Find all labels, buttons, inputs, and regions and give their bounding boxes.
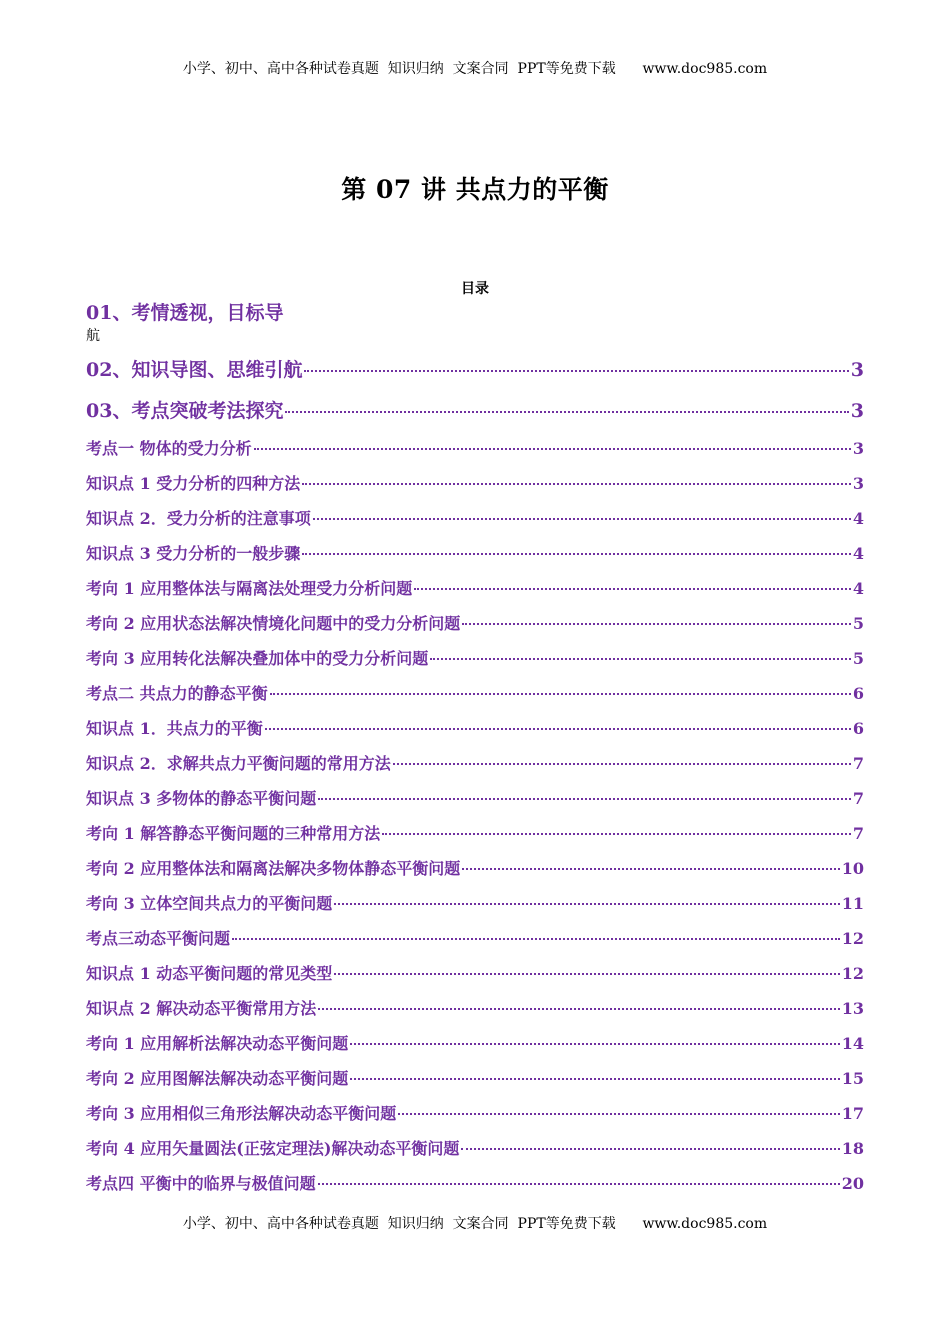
toc-dot-leader — [350, 1043, 839, 1045]
toc-heading: 目录 — [461, 281, 489, 297]
page-header: 小学、初中、高中各种试卷真题 知识归纳 文案合同 PPT等免费下载 www.doc985.com — [182, 61, 768, 77]
toc-entry-title: 考点二 共点力的静态平衡 — [86, 684, 268, 703]
toc-entry-page-number: 3 — [850, 359, 864, 381]
toc-dot-leader — [462, 868, 839, 870]
toc-entry-page-number: 17 — [841, 1104, 864, 1123]
toc-dot-leader — [270, 693, 851, 695]
toc-entry-page-number: 7 — [852, 824, 864, 843]
toc-entry-page-number: 14 — [841, 1034, 864, 1053]
toc-entry-page-number: 6 — [852, 719, 864, 738]
toc-entry[interactable] — [86, 786, 864, 809]
toc-entry-title: 考向 2 应用状态法解决情境化问题中的受力分析问题 — [86, 614, 461, 633]
toc-entry[interactable] — [86, 396, 864, 423]
toc-dot-leader — [302, 553, 851, 555]
toc-entry-title: 考向 3 应用相似三角形法解决动态平衡问题 — [86, 1104, 397, 1123]
toc-entry-title: 考向 2 应用图解法解决动态平衡问题 — [86, 1069, 349, 1088]
toc-entry-title: 考向 4 应用矢量圆法(正弦定理法)解决动态平衡问题 — [86, 1139, 460, 1158]
toc-entry-title: 考点三动态平衡问题 — [86, 929, 231, 948]
toc-entry-page-number: 5 — [852, 649, 864, 668]
toc-dot-leader — [462, 623, 851, 625]
toc-entry-title: 知识点 1 受力分析的四种方法 — [86, 474, 301, 493]
toc-entry-title: 考点四 平衡中的临界与极值问题 — [86, 1174, 316, 1193]
toc-entry-page-number: 18 — [841, 1139, 864, 1158]
toc-dot-leader — [461, 1148, 839, 1150]
toc-entry-title: 考向 3 立体空间共点力的平衡问题 — [86, 894, 333, 913]
toc-entry-page-number: 5 — [852, 614, 864, 633]
toc-entry[interactable] — [86, 541, 864, 564]
toc-entry-page-number: 3 — [852, 474, 864, 493]
toc-entry-first-wrap: 航 — [86, 328, 100, 344]
toc-entry-title: 考向 1 解答静态平衡问题的三种常用方法 — [86, 824, 381, 843]
toc-entry-page-number: 13 — [841, 999, 864, 1018]
toc-dot-leader — [334, 903, 839, 905]
toc-entry-page-number: 3 — [850, 400, 864, 422]
toc-entry[interactable] — [86, 506, 864, 529]
toc-entry-title: 考向 1 应用整体法与隔离法处理受力分析问题 — [86, 579, 413, 598]
toc-entry-title: 考点一 物体的受力分析 — [86, 439, 252, 458]
toc-entry[interactable] — [86, 961, 864, 984]
toc-entry[interactable] — [86, 891, 864, 914]
toc-dot-leader — [285, 411, 848, 413]
toc-entry-page-number: 7 — [852, 789, 864, 808]
toc-entry[interactable] — [86, 681, 864, 704]
toc-entry-page-number: 4 — [852, 544, 864, 563]
toc-entry[interactable] — [86, 355, 864, 382]
toc-dot-leader — [382, 833, 851, 835]
toc-dot-leader — [265, 728, 851, 730]
toc-entry-title: 知识点 2 解决动态平衡常用方法 — [86, 999, 317, 1018]
toc-entry-page-number: 15 — [841, 1069, 864, 1088]
toc-dot-leader — [414, 588, 851, 590]
toc-entry[interactable] — [86, 751, 864, 774]
toc-entry[interactable] — [86, 646, 864, 669]
toc-dot-leader — [393, 763, 851, 765]
toc-entry[interactable] — [86, 1031, 864, 1054]
toc-entry-title: 03、考点突破考法探究 — [86, 400, 284, 422]
toc-entry[interactable] — [86, 436, 864, 459]
toc-dot-leader — [318, 1183, 840, 1185]
toc-entry-page-number: 7 — [852, 754, 864, 773]
toc-entry-page-number: 12 — [841, 964, 864, 983]
toc-entry-title: 知识点 2．受力分析的注意事项 — [86, 509, 311, 528]
toc-dot-leader — [318, 798, 851, 800]
toc-dot-leader — [398, 1113, 839, 1115]
toc-entry-title: 知识点 2．求解共点力平衡问题的常用方法 — [86, 754, 391, 773]
page-footer: 小学、初中、高中各种试卷真题 知识归纳 文案合同 PPT等免费下载 www.doc985.com — [182, 1216, 768, 1232]
toc-entry-title: 考向 2 应用整体法和隔离法解决多物体静态平衡问题 — [86, 859, 461, 878]
toc-dot-leader — [334, 973, 839, 975]
toc-entry[interactable] — [86, 576, 864, 599]
toc-entry[interactable] — [86, 926, 864, 949]
toc-entry-page-number: 3 — [852, 439, 864, 458]
toc-dot-leader — [430, 658, 851, 660]
toc-entry[interactable] — [86, 611, 864, 634]
toc-entry[interactable] — [86, 856, 864, 879]
toc-entry-title: 知识点 3 受力分析的一般步骤 — [86, 544, 301, 563]
toc-dot-leader — [304, 370, 848, 372]
toc-entry-title: 知识点 3 多物体的静态平衡问题 — [86, 789, 317, 808]
toc-entry[interactable] — [86, 1171, 864, 1194]
toc-entry-title: 02、知识导图、思维引航 — [86, 359, 303, 381]
toc-entry-page-number: 11 — [841, 894, 864, 913]
toc-entry[interactable] — [86, 1136, 864, 1159]
toc-entry[interactable] — [86, 1101, 864, 1124]
toc-entry[interactable] — [86, 471, 864, 494]
toc-dot-leader — [313, 518, 851, 520]
toc-entry-title: 知识点 1．共点力的平衡 — [86, 719, 263, 738]
toc-entry[interactable] — [86, 821, 864, 844]
toc-dot-leader — [232, 938, 840, 940]
document-title: 第 07 讲 共点力的平衡 — [341, 175, 609, 204]
toc-entry-title: 考向 3 应用转化法解决叠加体中的受力分析问题 — [86, 649, 429, 668]
toc-entry-title: 知识点 1 动态平衡问题的常见类型 — [86, 964, 333, 983]
toc-entry-first[interactable]: 01、考情透视，目标导 — [86, 302, 284, 324]
toc-entry-page-number: 6 — [852, 684, 864, 703]
toc-dot-leader — [350, 1078, 839, 1080]
toc-entry[interactable] — [86, 716, 864, 739]
toc-entry[interactable] — [86, 996, 864, 1019]
toc-entry[interactable] — [86, 1066, 864, 1089]
toc-entry-page-number: 12 — [841, 929, 864, 948]
toc-dot-leader — [302, 483, 851, 485]
toc-entry-page-number: 10 — [841, 859, 864, 878]
toc-entry-title: 考向 1 应用解析法解决动态平衡问题 — [86, 1034, 349, 1053]
toc-entry-page-number: 4 — [852, 579, 864, 598]
toc-dot-leader — [318, 1008, 839, 1010]
toc-entry-page-number: 20 — [841, 1174, 864, 1193]
toc-dot-leader — [254, 448, 851, 450]
toc-entry-page-number: 4 — [852, 509, 864, 528]
